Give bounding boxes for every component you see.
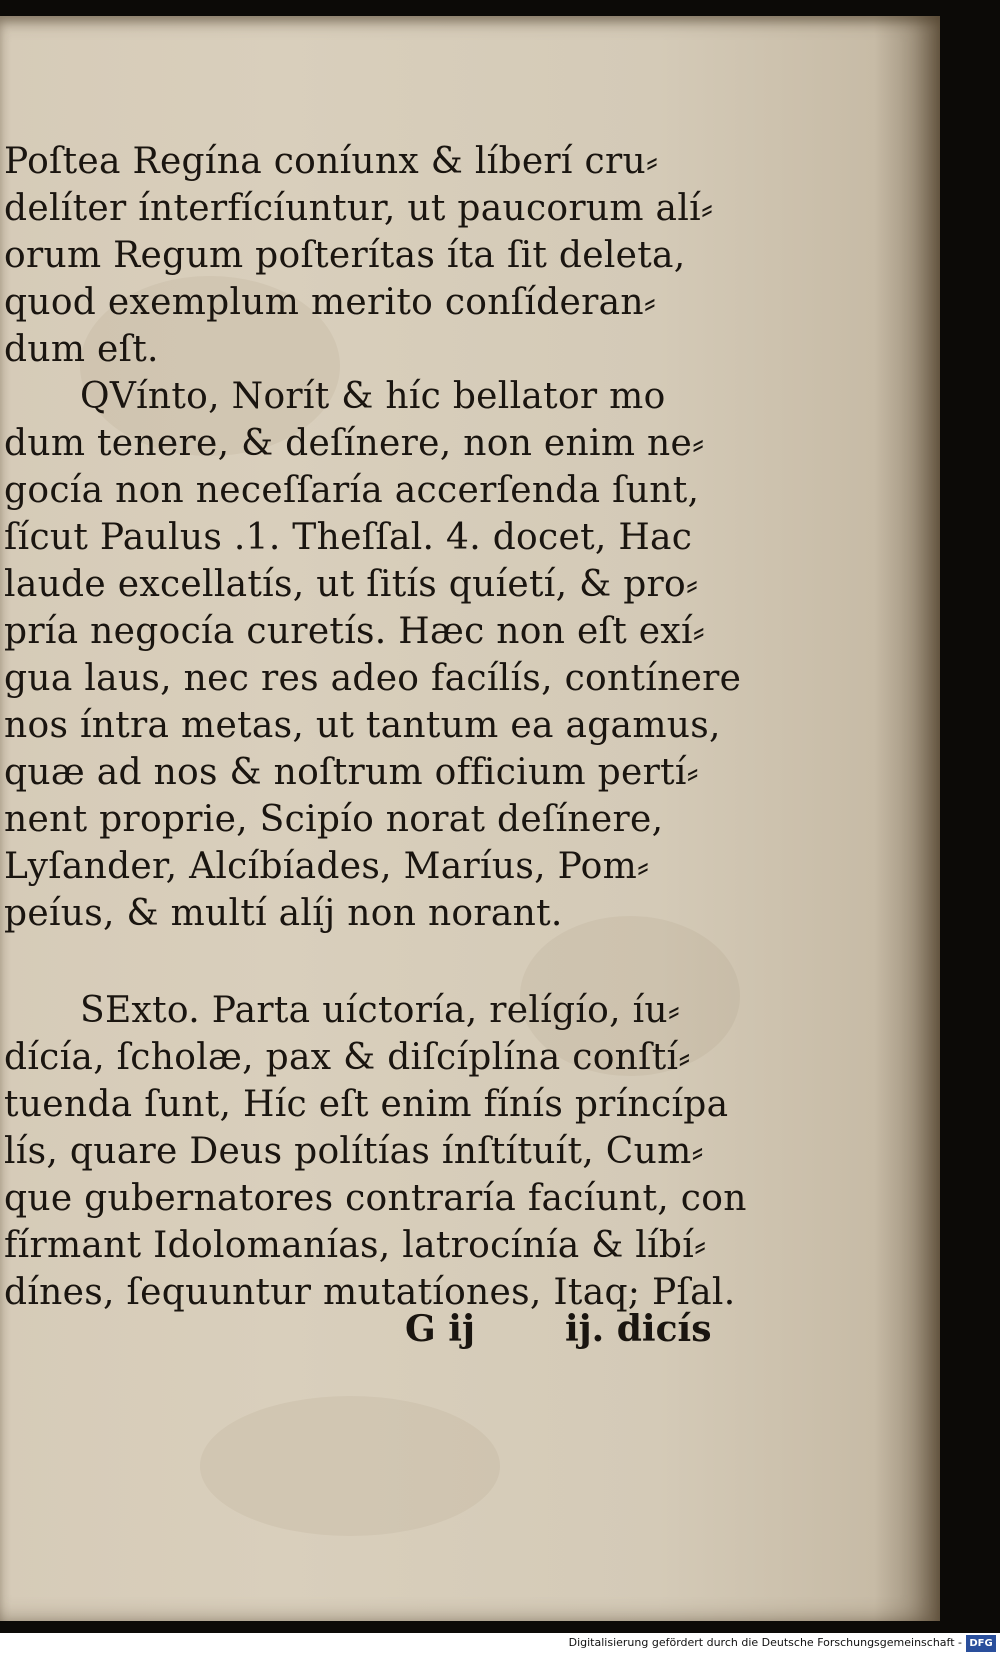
signature-mark: G ij — [405, 1308, 475, 1350]
funding-credit: Digitalisierung gefördert durch die Deutsche Forschungsgemeinschaft - — [568, 1636, 962, 1649]
page-text — [4, 138, 747, 1316]
text-line: orum Regum poſterítas íta ſit deleta, — [4, 235, 686, 276]
text-line: quod exemplum merito conſíderan⸗ — [4, 282, 657, 323]
text-line: pría negocía curetís. Hæc non eſt exí⸗ — [4, 611, 706, 652]
text-line: ſícut Paulus .1. Theſſal. 4. docet, Hac — [4, 517, 693, 558]
paper-stain — [200, 1396, 500, 1536]
text-line: dum eſt. — [4, 329, 159, 370]
text-line: lís, quare Deus polítías ínſtítuít, Cum⸗ — [4, 1131, 704, 1172]
text-line: dínes, ſequuntur mutatíones, Itaq; Pſal. — [4, 1272, 736, 1313]
section-gap — [4, 937, 724, 987]
catchword-line — [405, 1308, 711, 1350]
catchword: ij. dicís — [564, 1308, 712, 1350]
paragraph-start-line: SExto. Parta uíctoría, relígío, íu⸗ — [80, 990, 681, 1031]
text-line: delíter ínterfícíuntur, ut paucorum alí⸗ — [4, 188, 714, 229]
text-line: quæ ad nos & noſtrum officium pertí⸗ — [4, 752, 699, 793]
text-line: Poſtea Regína coníunx & líberí cru⸗ — [4, 141, 659, 182]
text-line: gocía non neceſſaría accerſenda ſunt, — [4, 470, 700, 511]
paragraph-start-line: QVínto, Norít & híc bellator mo — [80, 376, 666, 417]
text-line: laude excellatís, ut ſitís quíetí, & pro⸗ — [4, 564, 699, 605]
footer-bar — [0, 1633, 1000, 1655]
text-line: nos íntra metas, ut tantum ea agamus, — [4, 705, 721, 746]
text-line: fírmant Idolomanías, latrocínía & líbí⸗ — [4, 1225, 707, 1266]
text-line: dícía, ſcholæ, pax & diſcíplína conſtí⸗ — [4, 1037, 691, 1078]
text-line: peíus, & multí alíj non norant. — [4, 893, 563, 934]
text-line: Lyſander, Alcíbíades, Maríus, Pom⸗ — [4, 846, 650, 887]
text-line: dum tenere, & deſínere, non enim ne⸗ — [4, 423, 705, 464]
dfg-logo[interactable]: DFG — [966, 1635, 996, 1652]
text-line: gua laus, nec res adeo facílís, contínere — [4, 658, 742, 699]
text-line: que gubernatores contraría facíunt, con — [4, 1178, 747, 1219]
text-line: nent proprie, Scipío norat deſínere, — [4, 799, 664, 840]
text-line: tuenda ſunt, Híc eſt enim fínís príncípa — [4, 1084, 729, 1125]
